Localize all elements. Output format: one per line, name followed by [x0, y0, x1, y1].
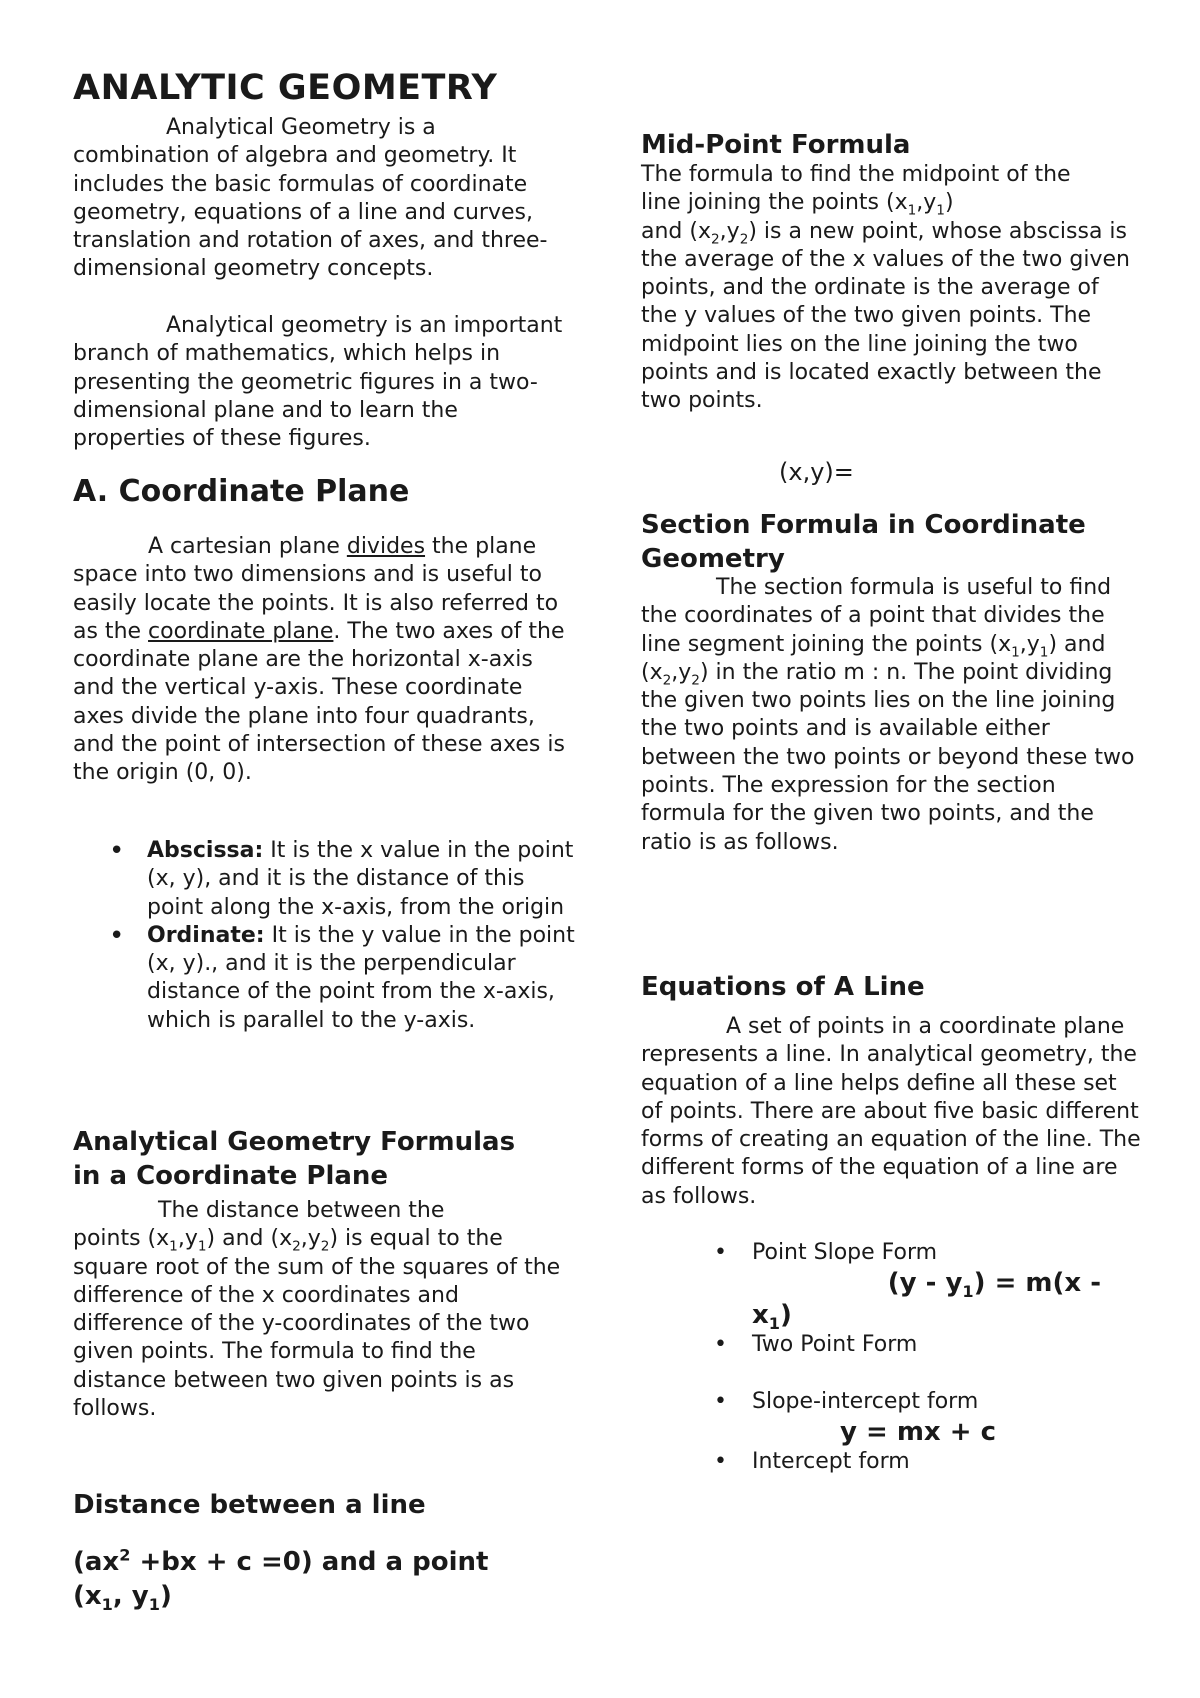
section-a-paragraph [73, 533, 573, 788]
subscript: 1 [768, 1314, 780, 1334]
text-segment: ,y [300, 1226, 321, 1252]
text-segment: +bx + c =0) and a point [130, 1547, 489, 1577]
definition-abscissa: It is the x value in the point (x, y), and it is the distance of this point along the x-axis, from the origin [147, 838, 574, 920]
subscript: 1 [1011, 643, 1020, 660]
midpoint-formula: (x,y)= [779, 458, 854, 486]
axis-terms-list [147, 837, 577, 1035]
formulas-heading-line-1: Analytical Geometry Formulas [73, 1127, 516, 1157]
text-segment: ,y [719, 218, 740, 244]
line-forms-list [752, 1239, 1141, 1476]
list-item-intercept [752, 1448, 1141, 1476]
subscript: 2 [292, 1238, 301, 1255]
subscript: 1 [907, 202, 917, 219]
midpoint-line-1: The formula to find the midpoint of the [641, 162, 1071, 187]
text-segment: line joining the points (x [641, 190, 908, 216]
subscript: 1 [1039, 643, 1049, 660]
subscript: 1 [936, 202, 945, 219]
subscript: 2 [691, 672, 700, 689]
divides-link[interactable]: divides [346, 534, 426, 559]
distance-line-formula-line-1 [73, 1545, 573, 1579]
text-segment: ) in the ratio m : n. The point dividing the given two points lies on the line joining the two points and is available either between the two points or beyond these two points. The expression for the section formula for the given two points, and the ratio is as follows. [641, 659, 1135, 855]
text-segment: . The two axes of the coordinate plane are the horizontal x-axis and the vertical y-axis. These coordinate axes divide the plane into four quadrants, and the point of intersection of these axes is the origin (0, 0). [73, 618, 565, 786]
section-formula-heading-line-1: Section Formula in Coordinate [641, 510, 1086, 540]
midpoint-heading: Mid-Point Formula [641, 130, 911, 160]
slope-intercept-equation: y = mx + c [840, 1416, 996, 1447]
text-segment: ,y [1019, 631, 1040, 657]
form-point-slope-label: • Point Slope Form [752, 1240, 938, 1265]
coordinate-plane-link[interactable]: coordinate plane [148, 618, 334, 644]
text-segment: ) and (x [206, 1226, 293, 1252]
text-segment: (ax [73, 1547, 120, 1577]
list-item-two-point [752, 1331, 1141, 1359]
subscript: 1 [101, 1595, 113, 1615]
point-slope-equation-line-2 [752, 1299, 1141, 1334]
distance-line-heading: Distance between a line [73, 1490, 426, 1520]
superscript: 2 [119, 1545, 131, 1565]
distance-paragraph [73, 1197, 573, 1423]
distance-paragraph-line-1: The distance between the [158, 1198, 445, 1223]
definition-ordinate: It is the y value in the point (x, y)., and it is the perpendicular distance of the point from the x-axis, which is parallel to the y-axis. [147, 922, 575, 1033]
subscript: 1 [169, 1238, 178, 1255]
list-item-abscissa [147, 837, 577, 922]
subscript: 2 [711, 230, 720, 247]
distance-line-formula [73, 1545, 573, 1613]
subscript: 1 [148, 1595, 160, 1615]
intro-paragraph-1: Analytical Geometry is a combination of algebra and geometry. It includes the basic formulas of coordinate geometry, equations of a line and curves, translation and rotation of axes, and three-dimensional geometry concepts. [73, 115, 548, 282]
form-two-point-label: Two Point Form [752, 1332, 918, 1358]
section-formula-heading [641, 508, 1086, 576]
formulas-heading [73, 1125, 515, 1193]
point-slope-equation-line-1 [752, 1267, 1141, 1302]
text-segment: and (x [641, 218, 711, 244]
text-segment: (y - y [887, 1268, 963, 1299]
subscript: 2 [662, 672, 672, 689]
list-item-ordinate [147, 922, 577, 1035]
text-segment: ) [780, 1300, 792, 1331]
text-segment: ) is a new point, whose abscissa is the average of the x values of the two given points, and the ordinate is the average of the y values of the two given points. The midpoint lies on the line joining the two points and is located exactly between the two points. [641, 218, 1130, 414]
distance-paragraph-body [73, 1225, 573, 1423]
form-intercept-label: Intercept form [752, 1448, 910, 1474]
text-segment: The section formula is useful to find the coordinates of a point that divides the line segment joining the points (x [641, 575, 1112, 657]
midpoint-paragraph [641, 161, 1141, 416]
equations-heading: Equations of A Line [641, 972, 925, 1002]
text-segment: x [752, 1300, 769, 1331]
text-segment: (x [73, 1581, 102, 1611]
text-segment: ,y [916, 190, 937, 216]
subscript: 1 [962, 1282, 974, 1302]
section-a-heading: A. Coordinate Plane [73, 474, 410, 509]
list-item-point-slope [752, 1239, 1141, 1334]
midpoint-line-2 [641, 189, 1141, 217]
text-segment: ,y [671, 659, 692, 685]
intro-paragraph-2: Analytical geometry is an important branch of mathematics, which helps in presenting the geometric figures in a two-dimensional plane and to learn the properties of these figures. [73, 313, 563, 452]
text-segment: the plane space into two dimensions and is useful to easily locate the points. It is also referred to as the [73, 534, 559, 644]
formulas-heading-line-2: in a Coordinate Plane [73, 1161, 389, 1191]
term-abscissa: Abscissa: [147, 838, 264, 863]
text-segment: A cartesian plane [148, 534, 347, 559]
subscript: 2 [320, 1238, 330, 1255]
form-slope-intercept-label: • Slope-intercept form [752, 1388, 979, 1414]
text-segment: points (x [73, 1226, 170, 1252]
term-ordinate: Ordinate: [147, 922, 265, 948]
list-item-slope-intercept [752, 1388, 1141, 1448]
text-segment: ) = m(x - [973, 1268, 1101, 1299]
text-segment: ) [944, 190, 954, 216]
text-segment: ) [159, 1581, 172, 1611]
text-segment: ) and (x [641, 631, 1106, 685]
section-formula-heading-line-2: Geometry [641, 544, 785, 574]
text-segment: , y [112, 1581, 149, 1611]
subscript: 2 [739, 230, 749, 247]
distance-line-formula-line-2 [73, 1579, 573, 1613]
subscript: 1 [197, 1238, 207, 1255]
equations-paragraph: A set of points in a coordinate plane represents a line. In analytical geometry, the equation of a line helps define all these set of points. There are about five basic different forms of creating an equation of the line. The different forms of the equation of a line are as follows. [641, 1014, 1141, 1209]
section-formula-paragraph [641, 574, 1141, 857]
document-title: ANALYTIC GEOMETRY [73, 68, 498, 108]
text-segment: ,y [177, 1226, 198, 1252]
text-segment: ) is equal to the square root of the sum of the squares of the difference of the x coordinates and difference of the y-coordinates of the two given points. The formula to find the distance between two given points is as follows. [73, 1226, 561, 1422]
midpoint-body [641, 218, 1141, 416]
